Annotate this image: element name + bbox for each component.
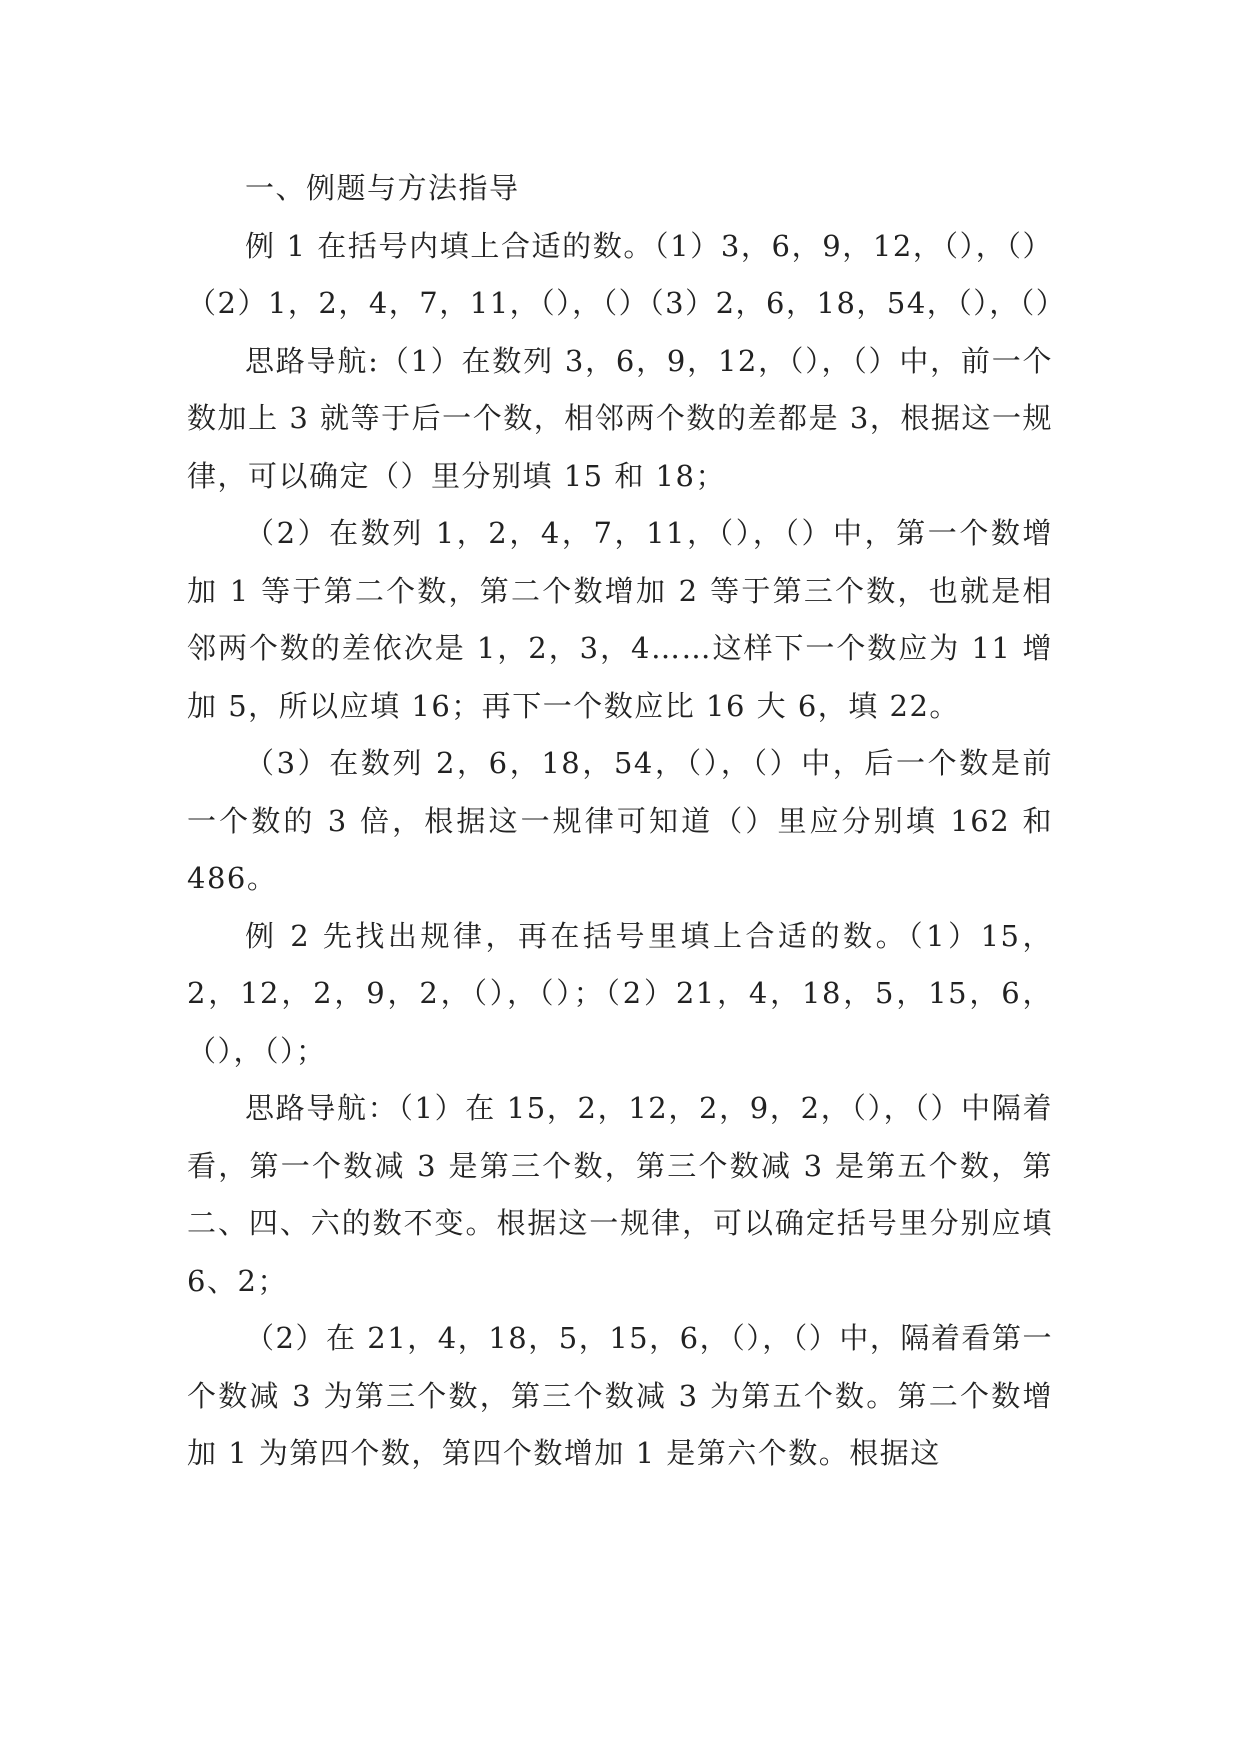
section-heading: 一、例题与方法指导 [245,171,520,205]
example-1-solution-part-1: 思路导航:（1）在数列 3，6，9，12，（），（）中，前一个数加上 3 就等于后一个数，相邻两个数的差都是 3，根据这一规律，可以确定（）里分别填 15 和 18； [187,343,1053,493]
example-1-question: 例 1 在括号内填上合适的数。（1）3，6，9，12，（），（）（2）1，2，4，7，11，（），（）（3）2，6，18，54，（），（） [187,228,1067,320]
example-2-question: 例 2 先找出规律，再在括号里填上合适的数。（1）15，2，12，2，9，2，（），（）；（2）21，4，18，5，15，6，（），（）； [187,918,1053,1068]
example-1-solution-part-2: （2）在数列 1，2，4，7，11，（），（）中，第一个数增加 1 等于第二个数，第二个数增加 2 等于第三个数，也就是相邻两个数的差依次是 1，2，3，4……这样下一个数应为 11 增加 5，所以应填 16；再下一个数应比 16 大 6，填 22。 [187,516,1053,723]
example-2-solution-part-2: （2）在 21，4，18，5，15，6，（），（）中，隔着看第一个数减 3 为第三个数，第三个数减 3 为第五个数。第二个数增加 1 为第四个数，第四个数增加 1 是第六个数。根据这 [187,1321,1053,1470]
example-2-solution-part-1: 思路导航：（1）在 15，2，12，2，9，2，（），（）中隔着看，第一个数减 3 是第三个数，第三个数减 3 是第五个数，第二、四、六的数不变。根据这一规律，可以确定括号里分别应填 6、2； [187,1091,1053,1298]
example-1-solution-part-3: （3）在数列 2，6，18，54，（），（）中，后一个数是前一个数的 3 倍，根据这一规律可知道（）里应分别填 162 和 486。 [187,746,1053,895]
document-body [187,160,1067,1483]
